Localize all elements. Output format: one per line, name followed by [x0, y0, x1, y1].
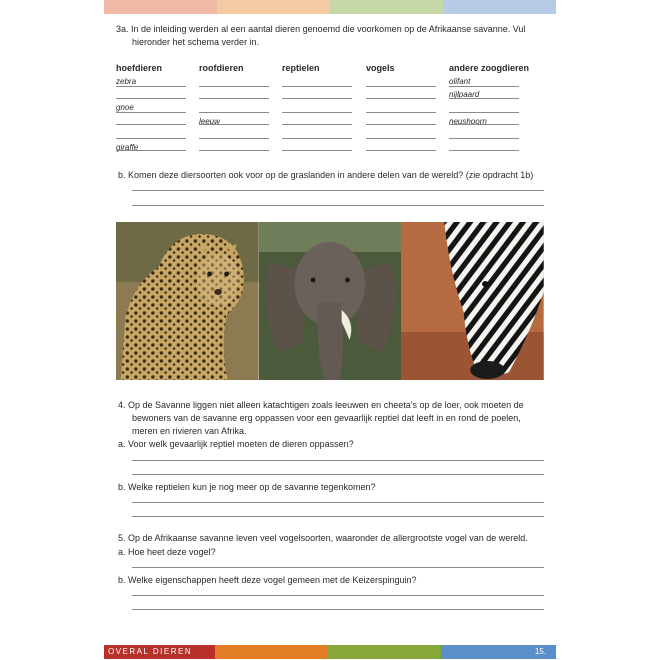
q5b-answer-line-1[interactable] — [132, 595, 544, 596]
grid-answer-line[interactable] — [199, 124, 269, 125]
grid-answer-line[interactable] — [199, 112, 269, 113]
grid-answer-line[interactable] — [366, 98, 436, 99]
top-color-bar — [104, 0, 556, 14]
grid-answer-line[interactable] — [116, 150, 186, 151]
footer-color-bar — [104, 645, 556, 659]
q4-text-line2: bewoners van de savanne erg oppassen voor een gevaarlijk reptiel dat leeft in en rond de poelen, — [132, 413, 521, 423]
grid-answer-line[interactable] — [449, 150, 519, 151]
q3b-answer-line-2[interactable] — [132, 205, 544, 206]
entry-neushoorn: neushoorn — [449, 117, 487, 126]
grid-answer-line[interactable] — [199, 150, 269, 151]
q5b-text: b. Welke eigenschappen heeft deze vogel gemeen met de Keizerspinguin? — [118, 575, 417, 585]
footer-segment-red — [104, 645, 215, 659]
grid-answer-line[interactable] — [116, 124, 186, 125]
header-andere-zoogdieren: andere zoogdieren — [449, 63, 530, 73]
leopard-photo — [116, 222, 259, 380]
footer-segment-green — [328, 645, 441, 659]
grid-answer-line[interactable] — [366, 124, 436, 125]
elephant-photo — [259, 222, 402, 380]
entry-giraffe: giraffe — [116, 143, 139, 152]
elephant-image — [259, 222, 402, 380]
grid-answer-line[interactable] — [282, 150, 352, 151]
footer-segment-blue — [441, 645, 556, 659]
q3a-text-line1: 3a. In de inleiding werden al een aantal dieren genoemd die voorkomen op de Afrikaanse savanne. Vul — [116, 24, 526, 34]
zebra-image — [401, 222, 544, 380]
page-number: 15. — [534, 647, 546, 656]
grid-answer-line[interactable] — [366, 112, 436, 113]
leopard-image — [116, 222, 259, 380]
top-bar-segment-red — [104, 0, 217, 14]
q3b-text: b. Komen deze diersoorten ook voor op de graslanden in andere delen van de wereld? (zie opdracht 1b) — [118, 170, 534, 180]
q4b-text: b. Welke reptielen kun je nog meer op de savanne tegenkomen? — [118, 482, 376, 492]
grid-answer-line[interactable] — [449, 98, 519, 99]
q4b-answer-line-2[interactable] — [132, 516, 544, 517]
grid-answer-line[interactable] — [199, 138, 269, 139]
grid-answer-line[interactable] — [366, 150, 436, 151]
grid-answer-line[interactable] — [282, 98, 352, 99]
q4-text-line3: meren en rivieren van Afrika. — [132, 426, 247, 436]
header-roofdieren: roofdieren — [199, 63, 244, 73]
q4a-answer-line-2[interactable] — [132, 474, 544, 475]
zebra-photo — [401, 222, 544, 380]
animal-photo-strip — [116, 222, 544, 380]
header-hoefdieren: hoefdieren — [116, 63, 163, 73]
footer-title: OVERAL DIEREN — [108, 647, 193, 656]
entry-zebra: zebra — [116, 77, 137, 86]
grid-answer-line[interactable] — [199, 86, 269, 87]
q3b-answer-line-1[interactable] — [132, 190, 544, 191]
grid-answer-line[interactable] — [199, 98, 269, 99]
q5a-text: a. Hoe heet deze vogel? — [118, 547, 216, 557]
entry-leeuw: leeuw — [199, 117, 220, 126]
q4b-answer-line-1[interactable] — [132, 502, 544, 503]
grid-answer-line[interactable] — [449, 138, 519, 139]
entry-olifant: olifant — [449, 77, 471, 86]
q5-text-line1: 5. Op de Afrikaanse savanne leven veel vogelsoorten, waaronder de allergrootste vogel van de wereld. — [118, 533, 528, 543]
q5b-answer-line-2[interactable] — [132, 609, 544, 610]
header-reptielen: reptielen — [282, 63, 320, 73]
entry-gnoe: gnoe — [116, 103, 134, 112]
grid-answer-line[interactable] — [449, 86, 519, 87]
top-bar-segment-orange — [217, 0, 330, 14]
grid-answer-line[interactable] — [366, 86, 436, 87]
q4-text-line1: 4. Op de Savanne liggen niet alleen katachtigen zoals leeuwen en cheeta’s op de loer, ook moeten de — [118, 400, 524, 410]
q5a-answer-line[interactable] — [132, 567, 544, 568]
grid-answer-line[interactable] — [116, 98, 186, 99]
q4a-answer-line-1[interactable] — [132, 460, 544, 461]
entry-nijlpaard: nijlpaard — [449, 90, 480, 99]
grid-answer-line[interactable] — [282, 138, 352, 139]
top-bar-segment-green — [330, 0, 443, 14]
footer-segment-orange — [215, 645, 328, 659]
top-bar-segment-blue — [443, 0, 556, 14]
grid-answer-line[interactable] — [282, 112, 352, 113]
grid-answer-line[interactable] — [116, 138, 186, 139]
header-vogels: vogels — [366, 63, 395, 73]
q4a-text: a. Voor welk gevaarlijk reptiel moeten de dieren oppassen? — [118, 439, 354, 449]
grid-answer-line[interactable] — [449, 112, 519, 113]
grid-answer-line[interactable] — [449, 124, 519, 125]
grid-answer-line[interactable] — [116, 86, 186, 87]
grid-answer-line[interactable] — [116, 112, 186, 113]
grid-answer-line[interactable] — [282, 86, 352, 87]
grid-answer-line[interactable] — [366, 138, 436, 139]
q3a-text-line2: hieronder het schema verder in. — [132, 37, 260, 47]
grid-answer-line[interactable] — [282, 124, 352, 125]
